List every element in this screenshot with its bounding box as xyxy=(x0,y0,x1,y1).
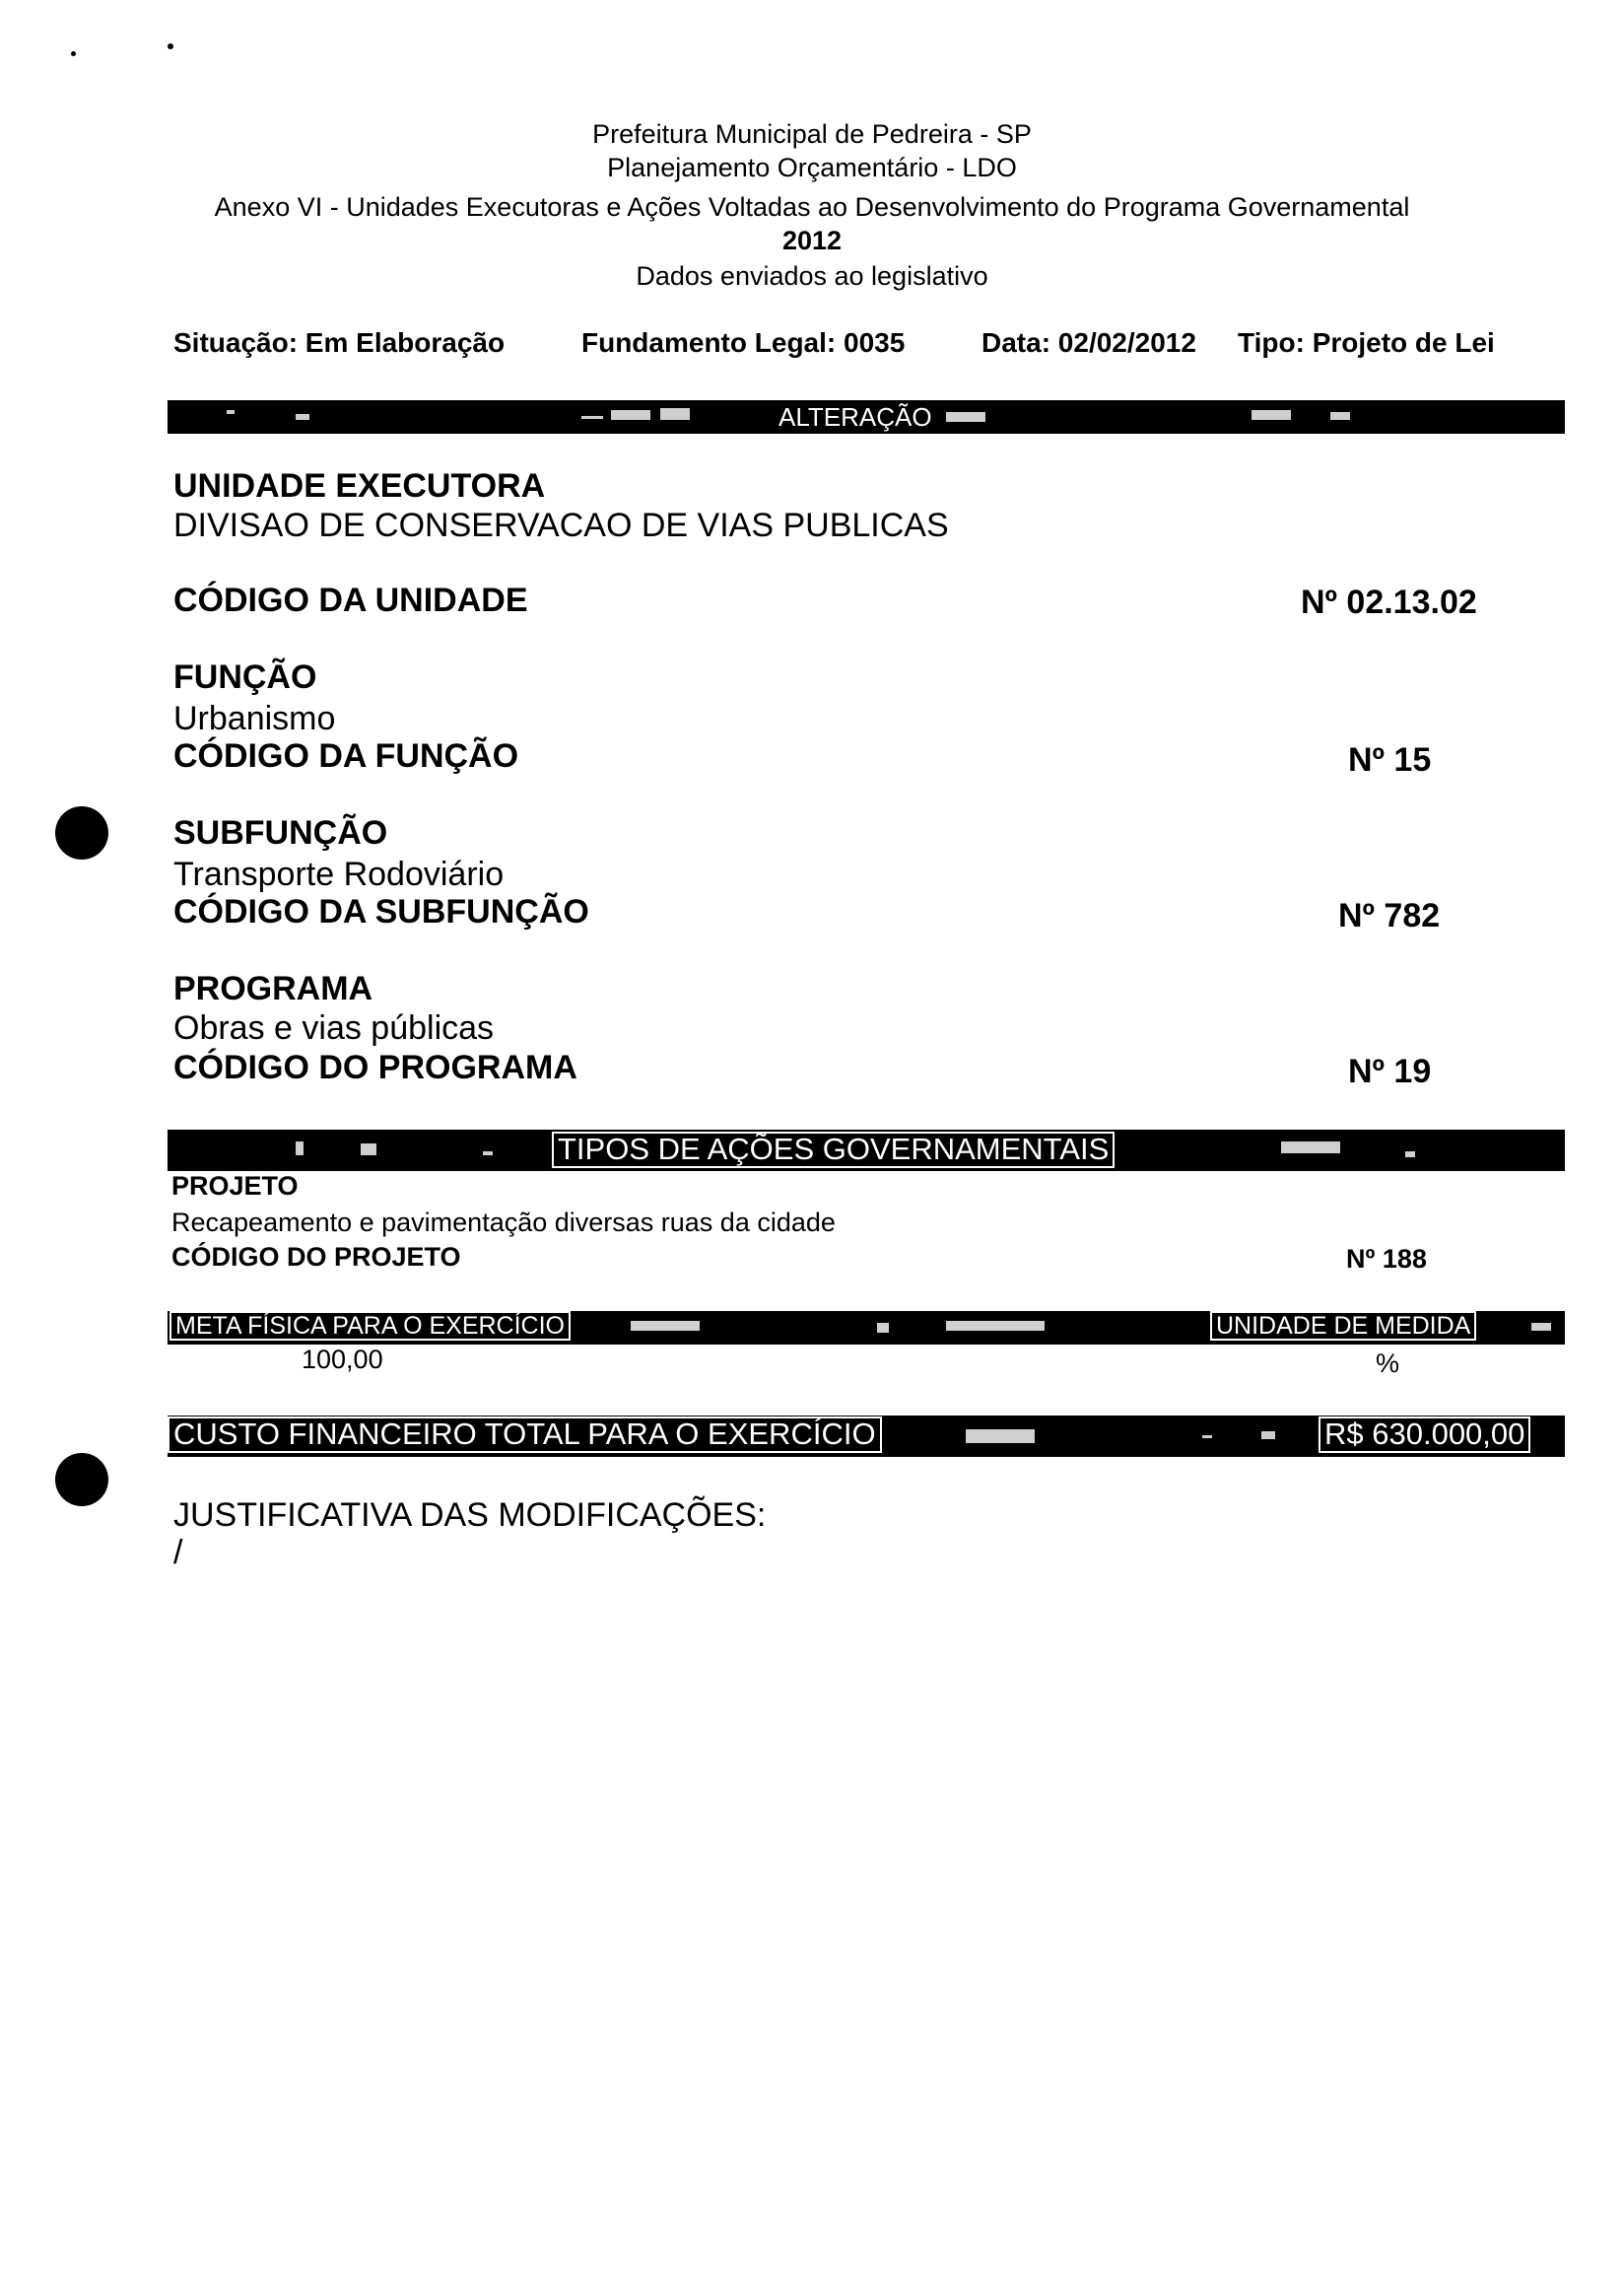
funcao-title: FUNÇÃO xyxy=(173,658,317,696)
punch-hole-mark xyxy=(55,806,108,860)
subfuncao-code-label: CÓDIGO DA SUBFUNÇÃO xyxy=(173,893,589,931)
meta-tipo: Tipo: Projeto de Lei xyxy=(1238,327,1495,358)
tipos-acoes-label: TIPOS DE AÇÕES GOVERNAMENTAIS xyxy=(552,1132,1115,1168)
meta-fisica-bar xyxy=(168,1311,1565,1345)
unidade-medida-label: UNIDADE DE MEDIDA xyxy=(1210,1311,1476,1341)
programa-code: Nº 19 xyxy=(1348,1053,1432,1090)
subfuncao-code: Nº 782 xyxy=(1338,897,1441,934)
header-year: 2012 xyxy=(781,226,843,255)
unidade-name: DIVISAO DE CONSERVACAO DE VIAS PUBLICAS xyxy=(173,507,949,544)
unidade-code: Nº 02.13.02 xyxy=(1301,584,1477,621)
meta-fundamento: Fundamento Legal: 0035 xyxy=(581,327,906,358)
funcao-code-label: CÓDIGO DA FUNÇÃO xyxy=(173,737,519,775)
unidade-title: UNIDADE EXECUTORA xyxy=(173,467,546,505)
header-plan: Planejamento Orçamentário - LDO xyxy=(607,153,1017,182)
meta-fisica-value: 100,00 xyxy=(302,1345,383,1374)
custo-financeiro-value: R$ 630.000,00 xyxy=(1319,1416,1530,1453)
projeto-title: PROJETO xyxy=(171,1171,299,1201)
funcao-name: Urbanismo xyxy=(173,700,336,737)
scan-speck xyxy=(168,43,173,49)
tipos-acoes-bar xyxy=(168,1130,1565,1171)
justificativa-label: JUSTIFICATIVA DAS MODIFICAÇÕES: xyxy=(173,1496,767,1534)
projeto-name: Recapeamento e pavimentação diversas ruas da cidade xyxy=(171,1208,836,1237)
unidade-code-label: CÓDIGO DA UNIDADE xyxy=(173,582,528,619)
subfuncao-title: SUBFUNÇÃO xyxy=(173,814,388,852)
programa-title: PROGRAMA xyxy=(173,970,373,1007)
projeto-code-label: CÓDIGO DO PROJETO xyxy=(171,1242,461,1272)
funcao-code: Nº 15 xyxy=(1348,741,1432,779)
meta-data: Data: 02/02/2012 xyxy=(981,327,1196,358)
meta-fisica-unit: % xyxy=(1376,1348,1400,1378)
meta-fisica-label: META FÍSICA PARA O EXERCÍCIO xyxy=(169,1311,571,1341)
alteracao-bar xyxy=(168,400,1565,434)
meta-situacao: Situação: Em Elaboração xyxy=(173,327,506,358)
punch-hole-mark xyxy=(55,1453,108,1506)
scan-speck xyxy=(71,51,76,56)
programa-name: Obras e vias públicas xyxy=(173,1009,495,1047)
custo-financeiro-label: CUSTO FINANCEIRO TOTAL PARA O EXERCÍCIO xyxy=(168,1416,882,1453)
subfuncao-name: Transporte Rodoviário xyxy=(173,856,505,893)
programa-code-label: CÓDIGO DO PROGRAMA xyxy=(173,1049,577,1086)
header-municipality: Prefeitura Municipal de Pedreira - SP xyxy=(592,119,1032,149)
header-annex: Anexo VI - Unidades Executoras e Ações Voltadas ao Desenvolvimento do Programa Governamental xyxy=(214,192,1410,222)
header-status-line: Dados enviados ao legislativo xyxy=(636,261,988,291)
justificativa-value: / xyxy=(173,1534,183,1571)
alteracao-label: ALTERAÇÃO xyxy=(778,402,932,432)
custo-financeiro-bar xyxy=(168,1416,1565,1457)
projeto-code: Nº 188 xyxy=(1346,1244,1427,1274)
